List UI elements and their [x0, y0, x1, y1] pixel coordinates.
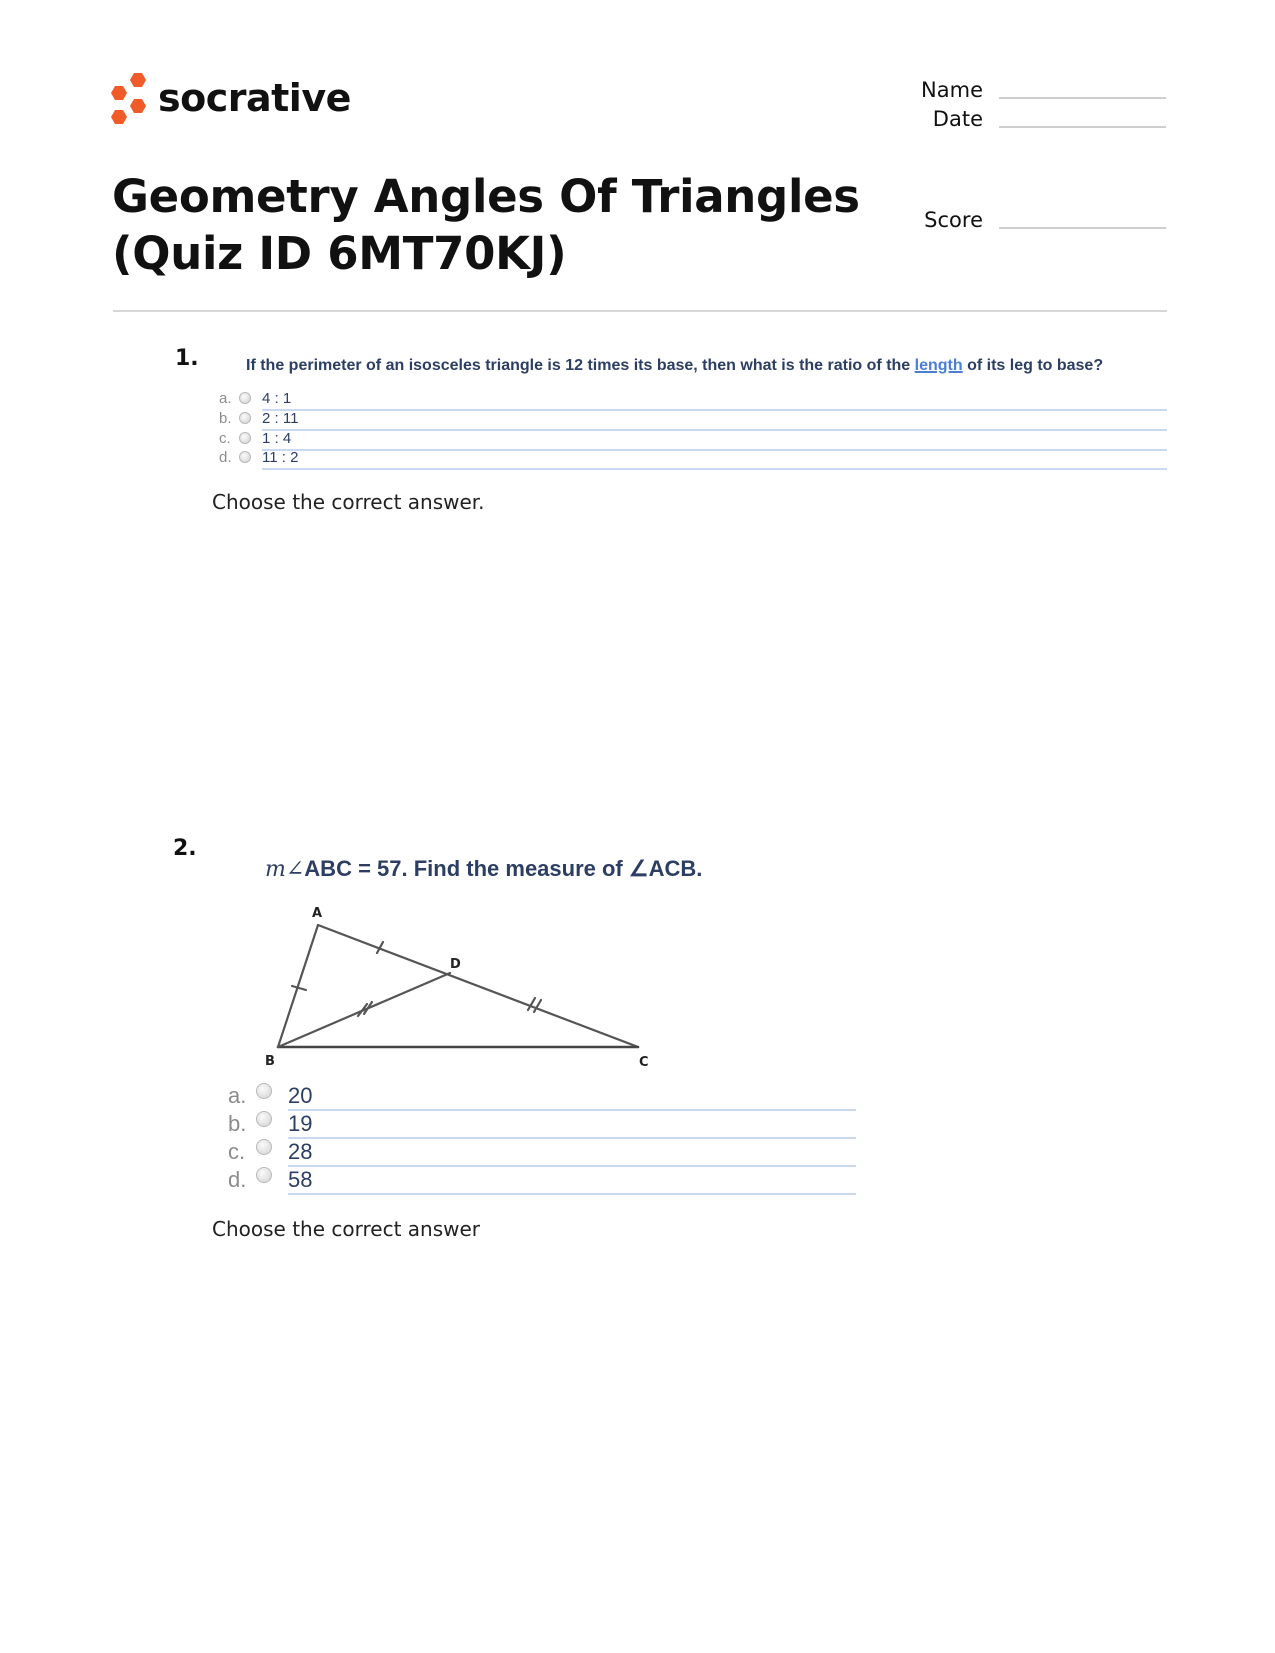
vertex-label-c: C — [639, 1055, 649, 1070]
header-divider — [113, 310, 1167, 312]
radio-button-icon[interactable] — [256, 1111, 272, 1127]
vertex-label-d: D — [450, 957, 461, 972]
radio-button-icon[interactable] — [256, 1083, 272, 1099]
radio-button-icon[interactable] — [256, 1139, 272, 1155]
score-field — [895, 210, 1166, 231]
option-value: 1 : 4 — [262, 430, 292, 447]
answer-option[interactable] — [0, 410, 1275, 430]
option-value: 2 : 11 — [262, 410, 299, 427]
option-letter: d. — [219, 449, 232, 466]
date-blank-line[interactable] — [999, 125, 1166, 128]
date-field — [895, 109, 1166, 130]
triangle-diagram — [255, 895, 675, 1070]
option-letter: a. — [219, 390, 232, 407]
title-line-1: Geometry Angles Of Triangles — [112, 170, 860, 223]
socrative-logo — [110, 72, 351, 124]
radio-button-icon[interactable] — [256, 1167, 272, 1183]
option-letter: c. — [219, 430, 231, 447]
score-blank-line[interactable] — [999, 226, 1166, 229]
radio-button-icon[interactable] — [239, 451, 251, 463]
option-letter: b. — [219, 410, 232, 427]
option-value: 4 : 1 — [262, 390, 292, 407]
name-label: Name — [921, 78, 983, 102]
question-text-part: of its leg to base? — [962, 357, 1104, 374]
option-letter: b. — [228, 1111, 247, 1136]
radio-button-icon[interactable] — [239, 412, 251, 424]
radio-button-icon[interactable] — [239, 432, 251, 444]
vertex-label-a: A — [312, 906, 323, 921]
question-text — [265, 856, 702, 882]
option-letter: d. — [228, 1167, 247, 1192]
score-label: Score — [924, 208, 983, 232]
option-letter: a. — [228, 1083, 247, 1108]
date-label: Date — [932, 107, 983, 131]
answer-option[interactable] — [0, 1167, 1275, 1195]
question-number: 2. — [173, 836, 197, 861]
length-link[interactable]: length — [914, 357, 963, 374]
name-field — [895, 80, 1166, 101]
option-value: 20 — [288, 1083, 313, 1108]
math-prefix: m∠ — [265, 857, 305, 882]
answer-option[interactable] — [0, 1139, 1275, 1167]
option-letter: c. — [228, 1139, 246, 1164]
option-value: 28 — [288, 1139, 313, 1164]
hexagon-cluster-icon — [110, 72, 150, 124]
answer-option[interactable] — [0, 1083, 1275, 1111]
page-title — [112, 168, 872, 282]
option-value: 11 : 2 — [262, 449, 299, 466]
radio-button-icon[interactable] — [239, 392, 251, 404]
answer-option[interactable] — [0, 1111, 1275, 1139]
title-line-2: (Quiz ID 6MT70KJ) — [112, 227, 567, 280]
instruction-text: Choose the correct answer. — [212, 490, 485, 514]
question-text — [246, 357, 1103, 375]
option-underline — [262, 468, 1167, 470]
brand-name: socrative — [158, 76, 351, 120]
answer-option[interactable] — [0, 430, 1275, 450]
question-text-part: ABC = 57. Find the measure of ∠ACB. — [304, 856, 703, 881]
name-blank-line[interactable] — [999, 96, 1166, 99]
option-value: 19 — [288, 1111, 313, 1136]
instruction-text: Choose the correct answer — [212, 1217, 480, 1241]
option-value: 58 — [288, 1167, 313, 1192]
option-underline — [288, 1193, 856, 1195]
vertex-label-b: B — [265, 1054, 275, 1069]
answer-option[interactable] — [0, 390, 1275, 410]
answer-option[interactable] — [0, 449, 1275, 469]
question-text-part: If the perimeter of an isosceles triangle is 12 times its base, then what is the ratio of the — [246, 357, 915, 374]
question-number: 1. — [175, 346, 199, 371]
